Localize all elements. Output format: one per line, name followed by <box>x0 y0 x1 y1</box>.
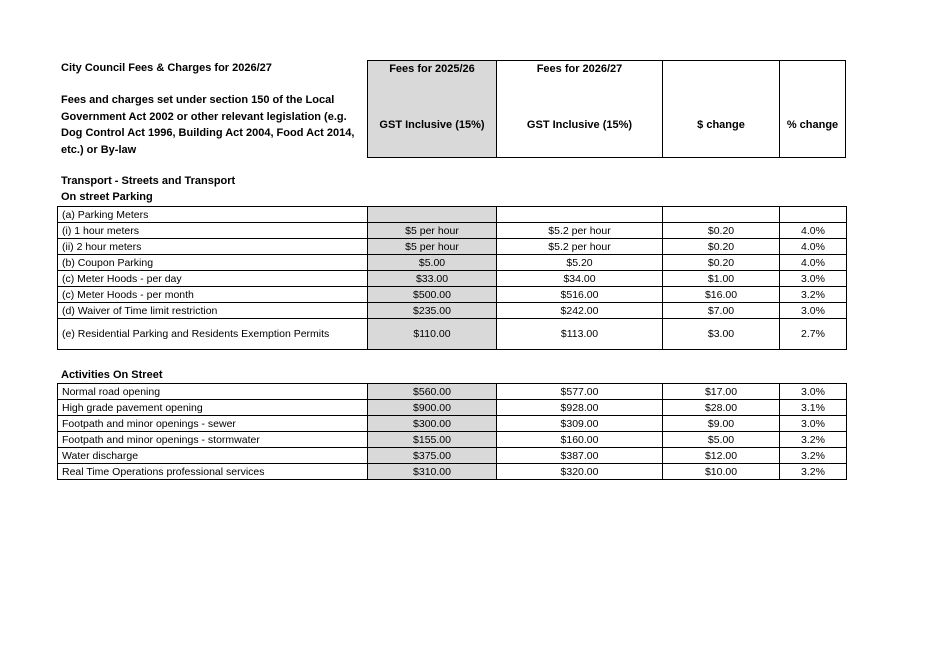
fee-2025-cell: $155.00 <box>368 432 497 448</box>
table-row <box>58 384 847 400</box>
pct-change-cell: 3.2% <box>780 448 847 464</box>
fee-2025-cell: $5 per hour <box>368 223 497 239</box>
dollar-change-cell: $17.00 <box>663 384 780 400</box>
table-row <box>58 271 847 287</box>
fee-2026-cell: $928.00 <box>497 400 663 416</box>
fee-2025-cell: $300.00 <box>368 416 497 432</box>
fee-2026-cell: $387.00 <box>497 448 663 464</box>
parking-fees-table <box>57 206 847 350</box>
fee-2025-cell: $310.00 <box>368 464 497 480</box>
fee-2026-cell: $320.00 <box>497 464 663 480</box>
table-row <box>58 287 847 303</box>
pct-change-cell: 4.0% <box>780 239 847 255</box>
row-label: (c) Meter Hoods - per day <box>58 271 368 287</box>
row-label: Real Time Operations professional services <box>58 464 368 480</box>
fee-2026-cell: $309.00 <box>497 416 663 432</box>
header-fees-2026 <box>496 60 663 158</box>
fee-2026-cell: $242.00 <box>497 303 663 319</box>
header-dollar-change-label: $ change <box>697 119 745 131</box>
fee-2025-cell: $900.00 <box>368 400 497 416</box>
row-label: Normal road opening <box>58 384 368 400</box>
row-label: (i) 1 hour meters <box>58 223 368 239</box>
document-description: Fees and charges set under section 150 of the Local Government Act 2002 or other relevant legislation (e.g. Dog Control Act 1996, Building Act 2004, Food Act 2014, etc.) or By-law <box>61 94 355 156</box>
header-fees-2025-gst: GST Inclusive (15%) <box>379 119 485 131</box>
dollar-change-cell: $10.00 <box>663 464 780 480</box>
fee-2025-cell <box>368 207 497 223</box>
fee-2026-cell: $5.20 <box>497 255 663 271</box>
row-label: High grade pavement opening <box>58 400 368 416</box>
section-on-street-parking-heading: On street Parking <box>61 191 153 203</box>
dollar-change-cell: $0.20 <box>663 255 780 271</box>
table-row <box>58 223 847 239</box>
section-transport-heading: Transport - Streets and Transport <box>61 175 236 187</box>
header-pct-change <box>779 60 846 158</box>
fee-2026-cell: $5.2 per hour <box>497 239 663 255</box>
row-label: Water discharge <box>58 448 368 464</box>
dollar-change-cell: $5.00 <box>663 432 780 448</box>
table-row <box>58 432 847 448</box>
activities-fees-table <box>57 383 847 480</box>
header-fees-2025 <box>367 60 497 158</box>
table-row <box>58 448 847 464</box>
pct-change-cell: 3.2% <box>780 287 847 303</box>
dollar-change-cell: $12.00 <box>663 448 780 464</box>
fee-2026-cell: $160.00 <box>497 432 663 448</box>
fee-2025-cell: $500.00 <box>368 287 497 303</box>
fee-2025-cell: $5 per hour <box>368 239 497 255</box>
dollar-change-cell <box>663 207 780 223</box>
dollar-change-cell: $9.00 <box>663 416 780 432</box>
header-fees-2026-title: Fees for 2026/27 <box>536 63 623 75</box>
row-label: (c) Meter Hoods - per month <box>58 287 368 303</box>
dollar-change-cell: $7.00 <box>663 303 780 319</box>
row-label: (d) Waiver of Time limit restriction <box>58 303 368 319</box>
fee-2026-cell <box>497 207 663 223</box>
pct-change-cell: 3.1% <box>780 400 847 416</box>
pct-change-cell: 2.7% <box>780 319 847 350</box>
pct-change-cell: 3.0% <box>780 303 847 319</box>
table-row <box>58 239 847 255</box>
fee-2026-cell: $113.00 <box>497 319 663 350</box>
table-row <box>58 400 847 416</box>
row-label: (a) Parking Meters <box>58 207 368 223</box>
dollar-change-cell: $0.20 <box>663 239 780 255</box>
fee-2025-cell: $235.00 <box>368 303 497 319</box>
table-row <box>58 464 847 480</box>
dollar-change-cell: $1.00 <box>663 271 780 287</box>
fee-2025-cell: $110.00 <box>368 319 497 350</box>
dollar-change-cell: $3.00 <box>663 319 780 350</box>
fee-2026-cell: $577.00 <box>497 384 663 400</box>
pct-change-cell: 3.0% <box>780 271 847 287</box>
pct-change-cell: 3.2% <box>780 464 847 480</box>
pct-change-cell: 3.2% <box>780 432 847 448</box>
pct-change-cell: 4.0% <box>780 223 847 239</box>
fee-2025-cell: $375.00 <box>368 448 497 464</box>
dollar-change-cell: $0.20 <box>663 223 780 239</box>
document-title: City Council Fees & Charges for 2026/27 <box>61 62 272 74</box>
table-row <box>58 416 847 432</box>
row-label: (ii) 2 hour meters <box>58 239 368 255</box>
fee-2025-cell: $33.00 <box>368 271 497 287</box>
pct-change-cell: 3.0% <box>780 416 847 432</box>
header-dollar-change <box>662 60 780 158</box>
fee-2025-cell: $5.00 <box>368 255 497 271</box>
table-row <box>58 303 847 319</box>
row-label: (e) Residential Parking and Residents Exemption Permits <box>58 319 368 350</box>
header-pct-change-label: % change <box>786 119 839 131</box>
dollar-change-cell: $16.00 <box>663 287 780 303</box>
pct-change-cell: 3.0% <box>780 384 847 400</box>
fee-2026-cell: $34.00 <box>497 271 663 287</box>
dollar-change-cell: $28.00 <box>663 400 780 416</box>
fee-2026-cell: $516.00 <box>497 287 663 303</box>
table-row <box>58 207 847 223</box>
section-activities-heading: Activities On Street <box>61 369 163 381</box>
row-label: (b) Coupon Parking <box>58 255 368 271</box>
pct-change-cell <box>780 207 847 223</box>
table-row <box>58 255 847 271</box>
header-fees-2026-gst: GST Inclusive (15%) <box>526 119 633 131</box>
table-row <box>58 319 847 350</box>
fee-2026-cell: $5.2 per hour <box>497 223 663 239</box>
header-fees-2025-title: Fees for 2025/26 <box>389 63 475 75</box>
row-label: Footpath and minor openings - sewer <box>58 416 368 432</box>
pct-change-cell: 4.0% <box>780 255 847 271</box>
row-label: Footpath and minor openings - stormwater <box>58 432 368 448</box>
fee-2025-cell: $560.00 <box>368 384 497 400</box>
